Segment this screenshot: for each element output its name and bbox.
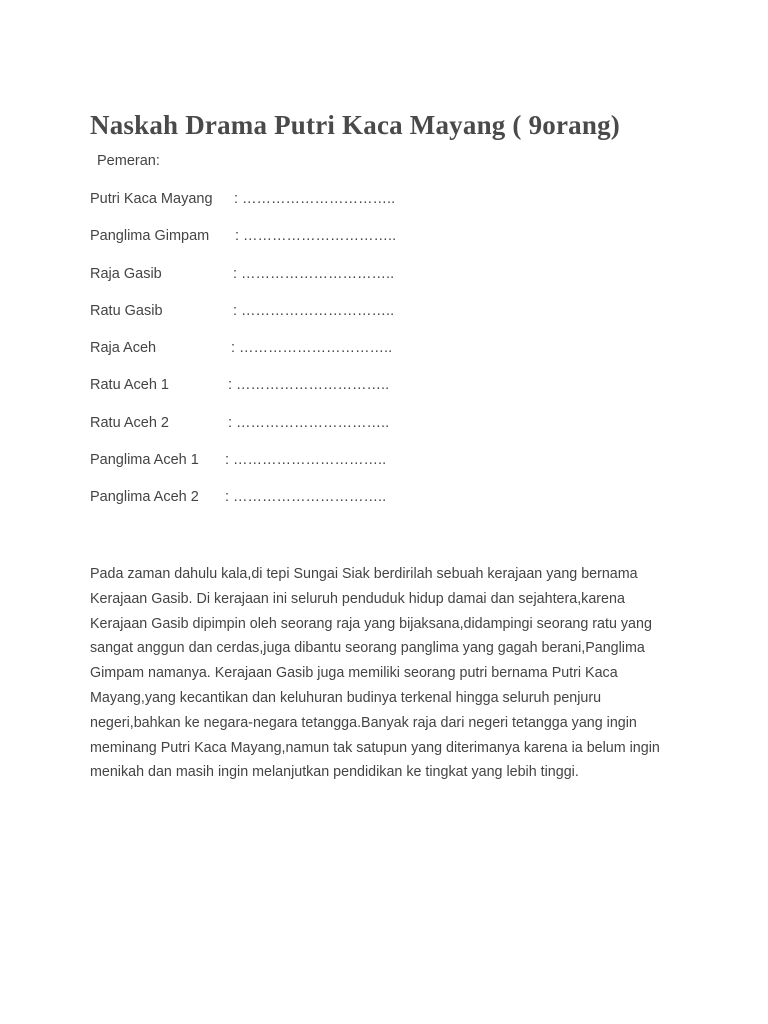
cast-blank: : ………………………….. <box>234 191 396 207</box>
cast-role: Panglima Gimpam <box>90 228 210 245</box>
cast-role: Putri Kaca Mayang <box>90 191 213 207</box>
cast-role: Raja Gasib <box>90 265 162 282</box>
cast-blank: : ………………………….. <box>233 302 395 319</box>
cast-role: Ratu Gasib <box>90 302 163 319</box>
cast-role: Panglima Aceh 2 <box>90 489 199 506</box>
cast-role: Ratu Aceh 2 <box>90 414 169 431</box>
cast-blank: : ………………………….. <box>225 452 387 469</box>
document-title: Naskah Drama Putri Kaca Mayang ( 9orang) <box>90 110 620 141</box>
cast-blank: : ………………………….. <box>228 414 390 431</box>
cast-role: Raja Aceh <box>90 340 157 357</box>
cast-blank: : ………………………….. <box>225 489 387 506</box>
cast-blank: : ………………………….. <box>235 228 397 245</box>
cast-blank: : ………………………….. <box>233 265 395 282</box>
cast-blank: : ………………………….. <box>228 377 390 394</box>
cast-blank: : ………………………….. <box>231 340 393 357</box>
cast-heading: Pemeran: <box>97 153 160 169</box>
cast-role: Ratu Aceh 1 <box>90 377 169 394</box>
story-paragraph: Pada zaman dahulu kala,di tepi Sungai Siak berdirilah sebuah kerajaan yang bernama Kerajaan Gasib. Di kerajaan ini seluruh penduduk hidup damai dan sejahtera,karena Kerajaan Gasib dipimpin oleh seorang raja yang bijaksana,didampingi seorang ratu yang sangat anggun dan cerdas,juga dibantu seorang panglima yang gagah berani,Panglima Gimpam namanya. Kerajaan Gasib juga memiliki seorang putri bernama Putri Kaca Mayang,yang kecantikan dan keluhuran budinya terkenal hingga seluruh penjuru negeri,bahkan ke negara-negara tetangga.Banyak raja dari negeri tetangga yang ingin meminang Putri Kaca Mayang,namun tak satupun yang diterimanya karena ia belum ingin menikah dan masih ingin melanjutkan pendidikan ke tingkat yang lebih tinggi. <box>90 566 660 781</box>
cast-role: Panglima Aceh 1 <box>90 452 199 469</box>
